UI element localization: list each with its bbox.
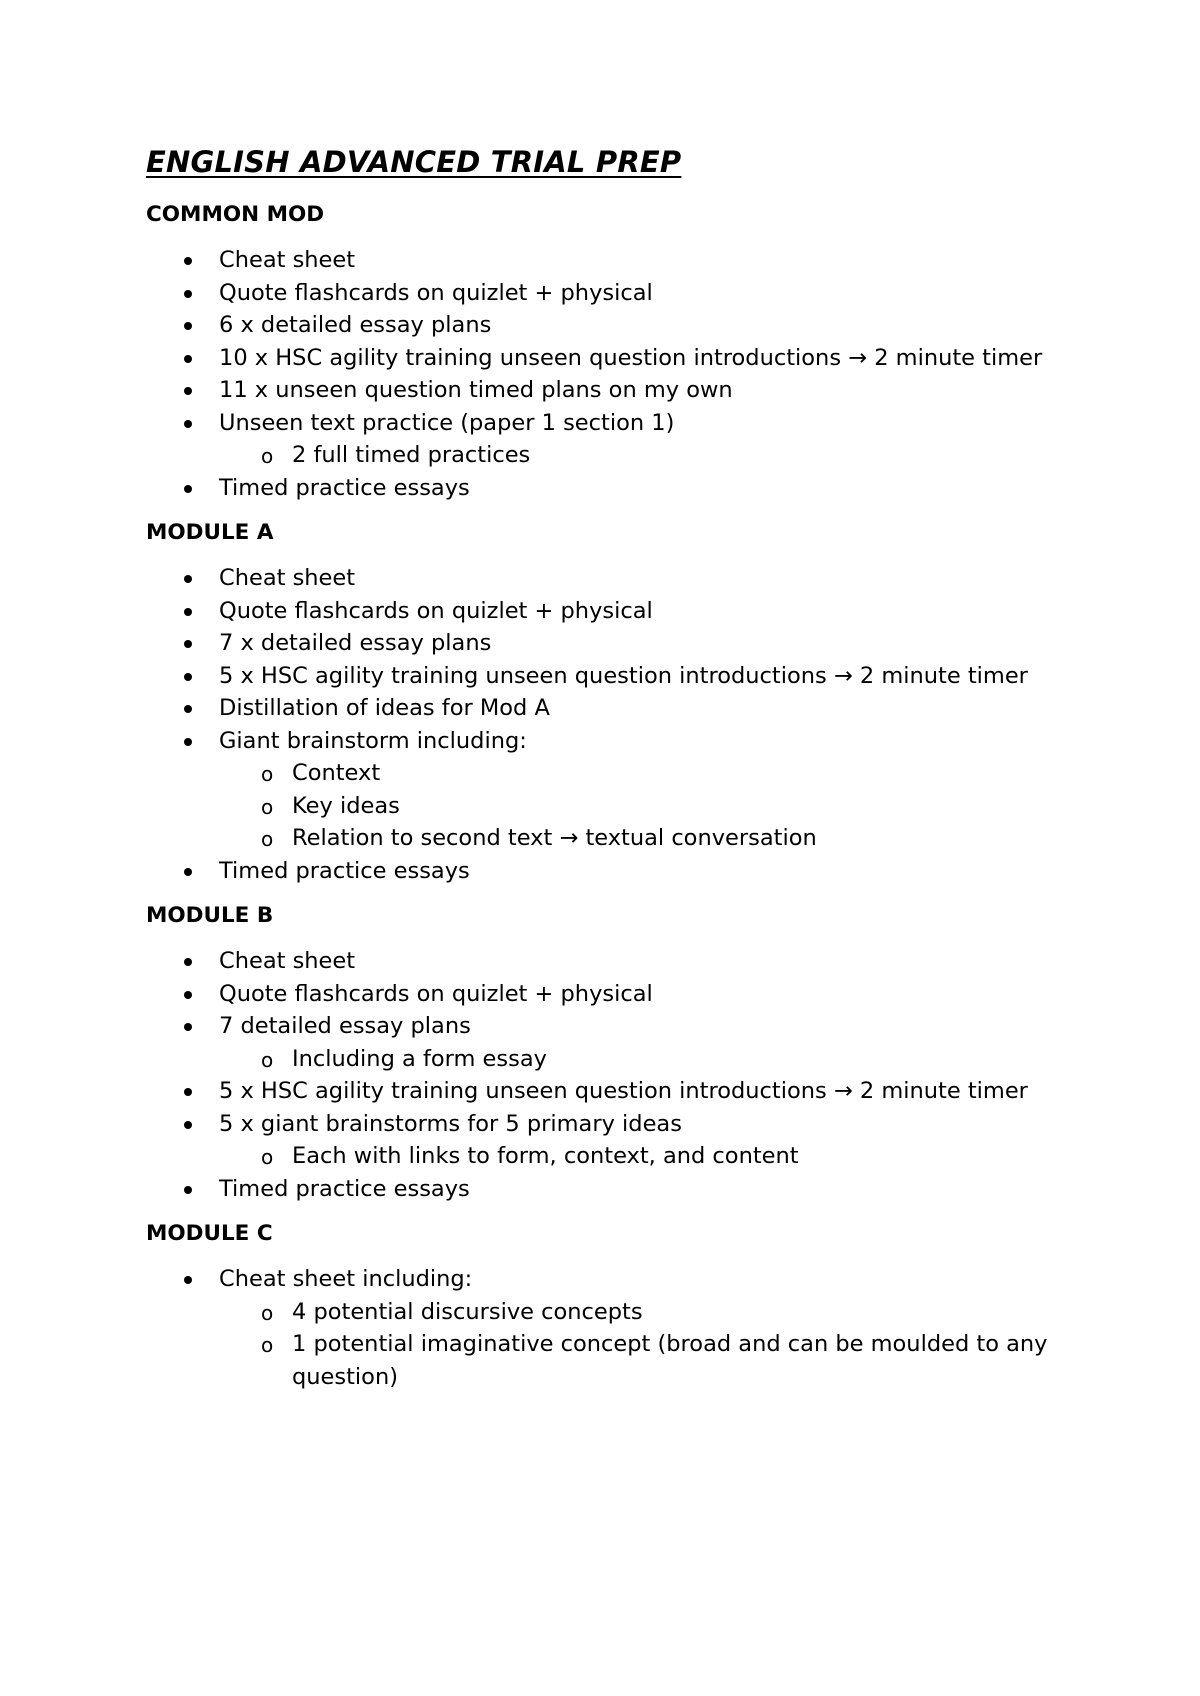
section-heading: MODULE B [146, 903, 274, 928]
sub-list-wrapper [146, 1140, 1086, 1173]
sub-list-item-text: 1 potential imaginative concept (broad and can be moulded to any question) [292, 1331, 1048, 1390]
list-item [146, 277, 1086, 310]
list-item-text: 5 x HSC agility training unseen question introductions → 2 minute timer [219, 1078, 1028, 1104]
bullet-list [146, 1263, 1086, 1393]
sub-list-item [219, 1043, 1086, 1076]
list-item [146, 562, 1086, 595]
sub-list-item-text: 2 full timed practices [292, 442, 531, 468]
hollow-bullet-icon: o [261, 794, 274, 819]
bullet-icon [184, 673, 192, 681]
hollow-bullet-icon: o [261, 827, 274, 851]
section-heading: MODULE C [146, 1221, 273, 1246]
sub-list-item [219, 790, 1086, 823]
sub-list-item-text: Relation to second text → textual conversation [292, 825, 817, 851]
sub-list-item-text: Each with links to form, context, and content [292, 1143, 799, 1169]
sub-bullet-list [146, 1043, 1086, 1076]
list-item-text: Cheat sheet [219, 565, 356, 591]
list-item-text: 7 x detailed essay plans [219, 630, 492, 656]
sub-list-item [219, 439, 1086, 472]
bullet-icon [184, 1088, 192, 1096]
list-item [146, 692, 1086, 725]
sub-list-item-text: Including a form essay [292, 1045, 547, 1072]
list-item [146, 407, 1086, 440]
sub-list-item-text: 4 potential discursive concepts [292, 1298, 643, 1325]
bullet-icon [184, 257, 192, 265]
bullet-list [146, 244, 1086, 504]
bullet-icon [184, 705, 192, 713]
bullet-icon [184, 640, 192, 648]
bullet-icon [184, 1121, 192, 1129]
hollow-bullet-icon: o [261, 444, 274, 468]
document-title: ENGLISH ADVANCED TRIAL PREP [146, 145, 682, 179]
list-item [146, 627, 1086, 660]
list-item [146, 855, 1086, 888]
hollow-bullet-icon: o [261, 762, 274, 786]
bullet-icon [184, 608, 192, 616]
section-heading: MODULE A [146, 520, 274, 545]
hollow-bullet-icon: o [261, 1047, 274, 1072]
list-item-text: Quote flashcards on quizlet + physical [219, 597, 653, 624]
sections-container [146, 200, 1086, 1393]
list-item [146, 1263, 1086, 1296]
list-item-text: Cheat sheet [219, 247, 356, 273]
list-item [146, 472, 1086, 505]
document-page [146, 142, 1086, 1407]
hollow-bullet-icon: o [261, 1333, 274, 1357]
bullet-icon [184, 387, 192, 395]
list-item [146, 1173, 1086, 1206]
hollow-bullet-icon: o [261, 1145, 274, 1169]
bullet-icon [184, 1023, 192, 1031]
section-module-a [146, 518, 1086, 887]
list-item [146, 660, 1086, 693]
sub-list-item [219, 1140, 1086, 1173]
list-item-text: 6 x detailed essay plans [219, 312, 492, 338]
list-item-text: Quote flashcards on quizlet + physical [219, 980, 653, 1007]
list-item-text: Timed practice essays [219, 474, 470, 501]
list-item-text: 11 x unseen question timed plans on my own [219, 377, 733, 403]
list-item [146, 244, 1086, 277]
bullet-list [146, 945, 1086, 1205]
bullet-icon [184, 290, 192, 298]
list-item [146, 1010, 1086, 1043]
bullet-icon [184, 1186, 192, 1194]
list-item-text: 7 detailed essay plans [219, 1013, 471, 1039]
list-item [146, 1075, 1086, 1108]
hollow-bullet-icon: o [261, 1300, 274, 1325]
list-item-text: 5 x giant brainstorms for 5 primary ideas [219, 1110, 682, 1137]
sub-list-wrapper [146, 439, 1086, 472]
sub-list-item [219, 1296, 1086, 1329]
list-item [146, 725, 1086, 758]
sub-bullet-list [146, 1140, 1086, 1173]
list-item-text: Giant brainstorm including: [219, 727, 527, 754]
list-item-text: Timed practice essays [219, 857, 470, 884]
bullet-icon [184, 355, 192, 363]
list-item-text: 10 x HSC agility training unseen question introductions → 2 minute timer [219, 344, 1043, 371]
bullet-icon [184, 420, 192, 428]
list-item-text: Distillation of ideas for Mod A [219, 695, 550, 721]
bullet-icon [184, 485, 192, 493]
list-item [146, 978, 1086, 1011]
sub-list-item-text: Key ideas [292, 792, 400, 819]
list-item [146, 1108, 1086, 1141]
section-module-c [146, 1219, 1086, 1393]
sub-bullet-list [146, 757, 1086, 855]
list-item [146, 342, 1086, 375]
bullet-icon [184, 991, 192, 999]
bullet-icon [184, 958, 192, 966]
sub-list-item [219, 822, 1086, 855]
sub-list-wrapper [146, 1043, 1086, 1076]
section-heading: COMMON MOD [146, 202, 325, 227]
sub-list-wrapper [146, 757, 1086, 855]
section-module-b [146, 901, 1086, 1205]
section-common-mod [146, 200, 1086, 504]
list-item [146, 595, 1086, 628]
list-item-text: Timed practice essays [219, 1175, 470, 1202]
bullet-icon [184, 322, 192, 330]
sub-list-item [219, 757, 1086, 790]
sub-list-item-text: Context [292, 760, 381, 786]
sub-bullet-list [146, 1296, 1086, 1394]
sub-list-item [219, 1328, 1086, 1393]
list-item-text: Quote flashcards on quizlet + physical [219, 279, 653, 306]
bullet-icon [184, 1276, 192, 1284]
list-item-text: Cheat sheet [219, 948, 356, 974]
list-item-text: Unseen text practice (paper 1 section 1) [219, 409, 675, 436]
list-item [146, 945, 1086, 978]
bullet-icon [184, 575, 192, 583]
list-item [146, 309, 1086, 342]
list-item-text: 5 x HSC agility training unseen question introductions → 2 minute timer [219, 662, 1028, 689]
bullet-list [146, 562, 1086, 887]
list-item [146, 374, 1086, 407]
sub-bullet-list [146, 439, 1086, 472]
bullet-icon [184, 868, 192, 876]
bullet-icon [184, 738, 192, 746]
sub-list-wrapper [146, 1296, 1086, 1394]
list-item-text: Cheat sheet including: [219, 1266, 473, 1292]
